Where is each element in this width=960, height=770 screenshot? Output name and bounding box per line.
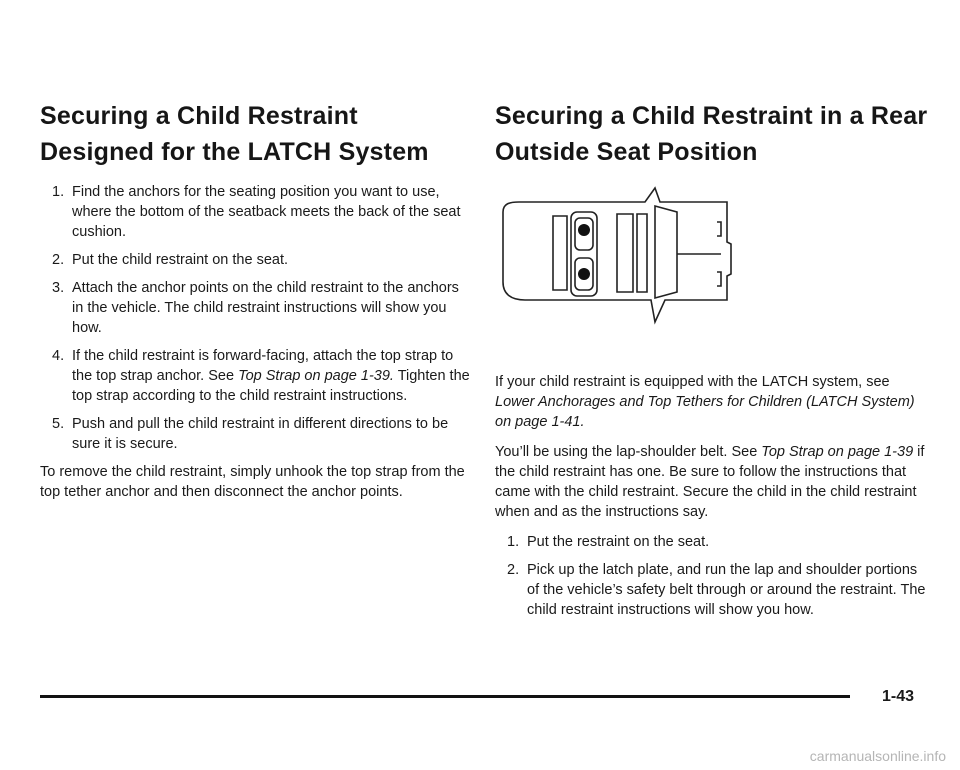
step-text: Push and pull the child restraint in different directions to be sure it is secure. bbox=[72, 416, 449, 452]
step-number: 2. bbox=[507, 562, 520, 578]
list-item bbox=[40, 346, 470, 406]
page-number: 1-43 bbox=[882, 688, 915, 705]
list-item bbox=[40, 278, 470, 338]
step-text: Find the anchors for the seating position you want to use, where the bottom of the seatback meets the back of the seat cushion. bbox=[72, 184, 461, 240]
watermark: carmanualsonline.info bbox=[809, 748, 946, 764]
step-number: 4. bbox=[52, 348, 65, 364]
vehicle-top-view-diagram bbox=[495, 182, 755, 332]
list-item bbox=[495, 532, 930, 552]
rear-outside-section-heading: Securing a Child Restraint in a Rear Outside Seat Position bbox=[495, 102, 928, 166]
cross-reference-link[interactable]: Top Strap on page 1-39 bbox=[761, 444, 914, 460]
step-text: If the child restraint is forward-facing, attach the top strap to the top strap anchor. See bbox=[72, 348, 454, 384]
latch-steps-list bbox=[40, 182, 470, 454]
removal-paragraph: To remove the child restraint, simply unhook the top strap from the top tether anchor and then disconnect the anchor points. bbox=[40, 464, 465, 500]
step-number: 2. bbox=[52, 252, 65, 268]
right-column bbox=[495, 98, 930, 628]
step-text: Put the child restraint on the seat. bbox=[72, 252, 289, 268]
step-text: Tighten the top strap according to the child restraint instructions. bbox=[72, 368, 470, 404]
list-item bbox=[40, 182, 470, 242]
step-number: 1. bbox=[507, 534, 520, 550]
list-item bbox=[495, 560, 930, 620]
step-number: 3. bbox=[52, 280, 65, 296]
lap-shoulder-paragraph: You’ll be using the lap-shoulder belt. See Top Strap on page 1-39 if the child restraint has one. Be sure to follow the instructions that came with the child restraint. Secure the child in the child restraint when and as the instructions say. bbox=[495, 444, 925, 520]
list-item bbox=[40, 414, 470, 454]
latch-section-heading: Securing a Child Restraint Designed for the LATCH System bbox=[40, 102, 429, 166]
list-item bbox=[40, 250, 470, 270]
left-column bbox=[40, 98, 470, 512]
latch-reference-paragraph: If your child restraint is equipped with the LATCH system, see Lower Anchorages and Top Tethers for Children (LATCH System) on page 1-41. bbox=[495, 374, 915, 430]
step-text: Put the restraint on the seat. bbox=[527, 534, 710, 550]
cross-reference-link[interactable]: Top Strap on page 1-39. bbox=[238, 368, 394, 384]
cross-reference-link[interactable]: Lower Anchorages and Top Tethers for Children (LATCH System) on page 1-41. bbox=[495, 394, 915, 430]
step-number: 5. bbox=[52, 416, 65, 432]
step-number: 1. bbox=[52, 184, 65, 200]
rear-outside-steps-list bbox=[495, 532, 930, 620]
step-text: Attach the anchor points on the child restraint to the anchors in the vehicle. The child restraint instructions will show you how. bbox=[72, 280, 459, 336]
step-text: Pick up the latch plate, and run the lap and shoulder portions of the vehicle’s safety belt through or around the restraint. The child restraint instructions will show you how. bbox=[527, 562, 926, 618]
footer-rule bbox=[40, 695, 850, 698]
